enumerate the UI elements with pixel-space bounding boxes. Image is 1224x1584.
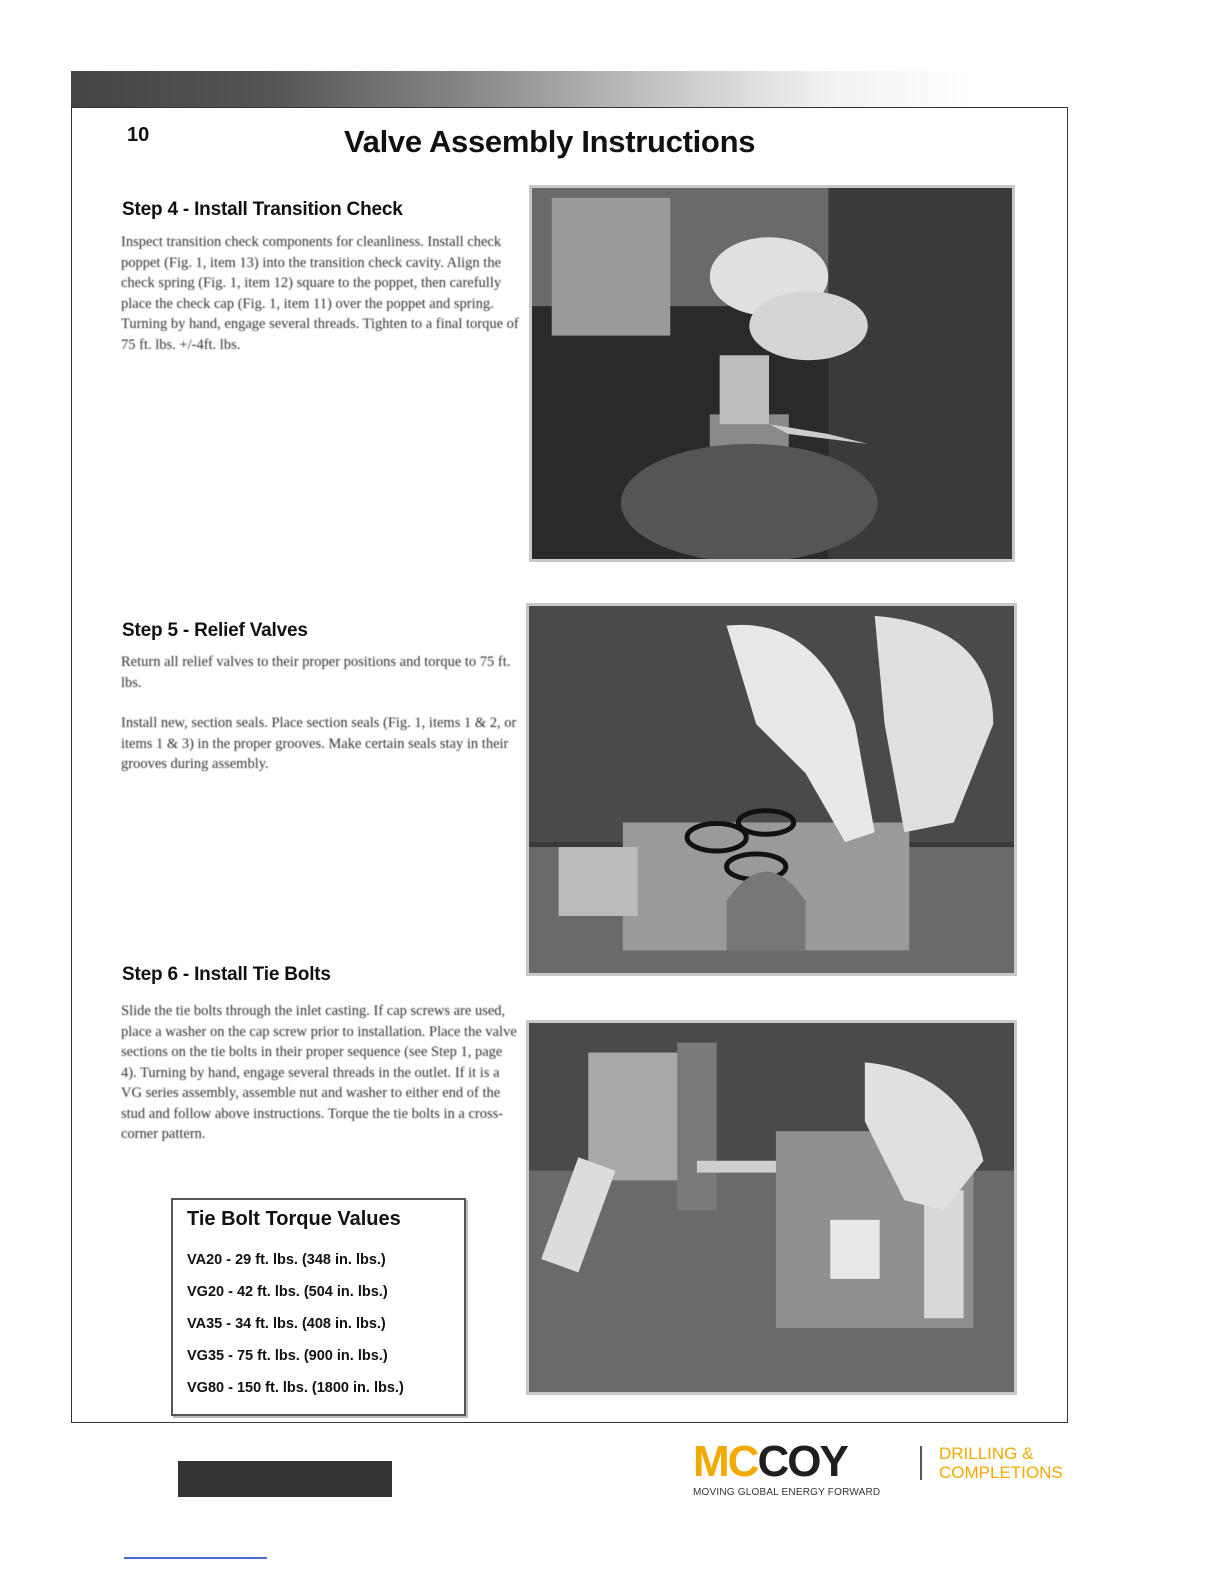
logo-division [939, 1444, 1063, 1482]
step-6-heading: Step 6 - Install Tie Bolts [122, 964, 331, 985]
step-5-photo [526, 603, 1017, 976]
logo-division-line-2: COMPLETIONS [939, 1463, 1063, 1482]
torque-value-item: VG20 - 42 ft. lbs. (504 in. lbs.) [187, 1284, 388, 1300]
step-6-text [121, 1001, 519, 1165]
torque-values-title: Tie Bolt Torque Values [187, 1208, 401, 1230]
torque-value-item: VG80 - 150 ft. lbs. (1800 in. lbs.) [187, 1380, 404, 1396]
page-title: Valve Assembly Instructions [344, 124, 756, 159]
footer-link-underline[interactable] [124, 1557, 267, 1559]
step-4-heading: Step 4 - Install Transition Check [122, 199, 403, 220]
step-4-photo [529, 185, 1015, 562]
step-5-heading: Step 5 - Relief Valves [122, 620, 308, 641]
logo-division-line-1: DRILLING & [939, 1444, 1034, 1463]
step-6-paragraph: Slide the tie bolts through the inlet casting. If cap screws are used, place a washer on the cap screw prior to installation. Place the valve sections on the tie bolts in their proper sequence (see Step 1, page 4). Turning by hand, engage several threads in the outlet. If it is a VG series assembly, assemble nut and washer to either end of the stud and follow above instructions. Torque the tie bolts in a cross-corner pattern. [121, 1003, 517, 1142]
logo-coy: COY [757, 1437, 847, 1486]
step-6-photo [526, 1020, 1017, 1395]
torque-values-box [171, 1198, 466, 1416]
step-4-paragraph: Inspect transition check components for cleanliness. Install check poppet (Fig. 1, item 13) into the transition check cavity. Align the check spring (Fig. 1, item 12) square to the poppet, then carefully place the check cap (Fig. 1, item 11) over the poppet and spring. Turning by hand, engage several threads. Tighten to a final torque of 75 ft. lbs. +/-4ft. lbs. [121, 234, 519, 353]
logo-mc: MC [693, 1437, 758, 1486]
mccoy-logo [693, 1437, 1073, 1500]
logo-wordmark [693, 1437, 847, 1486]
step-4-text [121, 232, 519, 375]
step-5-text [121, 652, 519, 795]
step-5-paragraph-1: Return all relief valves to their proper positions and torque to 75 ft. lbs. [121, 654, 511, 691]
torque-value-item: VA20 - 29 ft. lbs. (348 in. lbs.) [187, 1252, 386, 1268]
logo-divider [920, 1446, 922, 1480]
step-5-paragraph-2: Install new, section seals. Place section seals (Fig. 1, items 1 & 2, or items 1 & 3) in the proper grooves. Make certain seals stay in their grooves during assembly. [121, 715, 517, 772]
torque-value-item: VA35 - 34 ft. lbs. (408 in. lbs.) [187, 1316, 386, 1332]
footer-bar [178, 1461, 392, 1497]
logo-tagline: MOVING GLOBAL ENERGY FORWARD [693, 1487, 881, 1498]
header-gradient-bar [71, 71, 1071, 107]
page-number: 10 [127, 124, 150, 146]
torque-value-item: VG35 - 75 ft. lbs. (900 in. lbs.) [187, 1348, 388, 1364]
